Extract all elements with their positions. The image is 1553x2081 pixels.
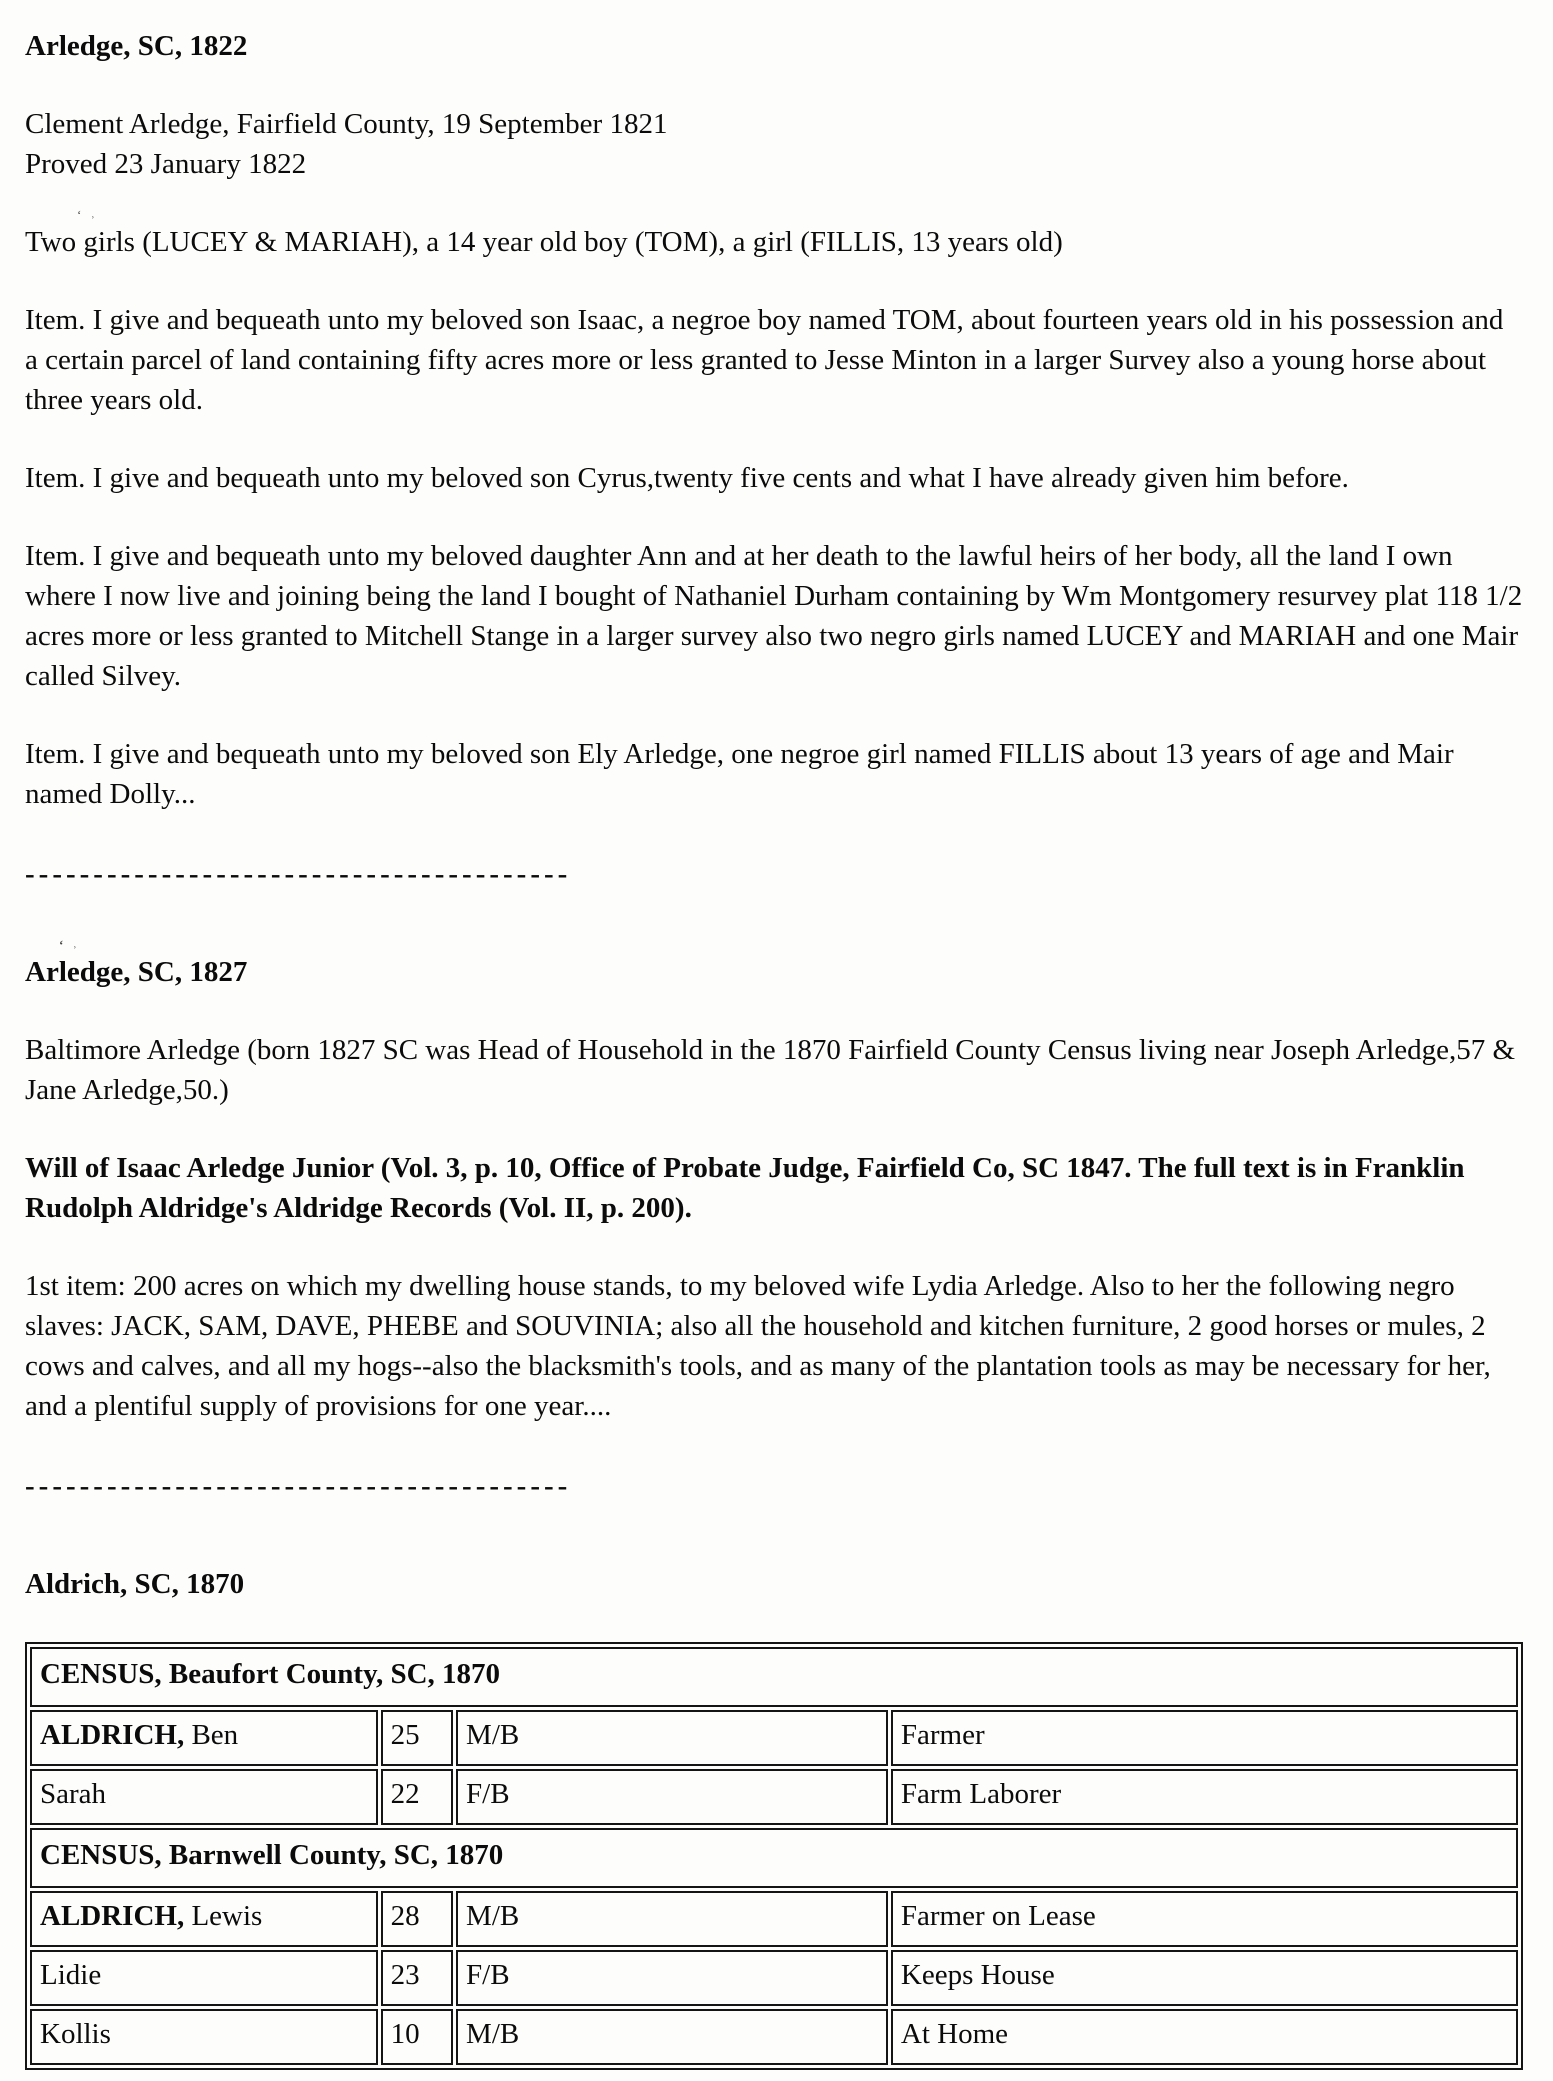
census-given-name: Sarah: [40, 1778, 107, 1810]
census-person-row: [30, 1950, 1518, 2006]
will-item-cyrus: Item. I give and bequeath unto my beloved son Cyrus,twenty five cents and what I have already given him before.: [25, 462, 1349, 494]
dashed-separator: ----------------------------------------: [25, 1470, 572, 1502]
census-section-header: CENSUS, Beaufort County, SC, 1870: [30, 1647, 1518, 1707]
section-heading-text: Arledge, SC, 1827: [25, 956, 248, 988]
census-given-name: Ben: [184, 1719, 239, 1751]
census-surname: ALDRICH,: [40, 1719, 185, 1751]
census-section-row: [30, 1647, 1518, 1707]
census-occupation-cell: At Home: [891, 2009, 1518, 2065]
census-age-cell: 22: [381, 1769, 453, 1825]
section-heading-arledge-1827: [25, 937, 1523, 992]
census-name-cell: [30, 2009, 378, 2065]
census-age-cell: 28: [381, 1891, 453, 1947]
census-section-header: CENSUS, Barnwell County, SC, 1870: [30, 1828, 1518, 1888]
census-person-row: [30, 2009, 1518, 2065]
first-item-paragraph: 1st item: 200 acres on which my dwelling house stands, to my beloved wife Lydia Arledge. Also to her the following negro slaves: JACK, SAM, DAVE, PHEBE and SOUVINIA; also all the household and kitchen furniture, 2 good horses or mules, 2 cows and calves, and all my hogs--also the blacksmith's tools, and as many of the plantation tools as may be necessary for her, and a plentiful supply of provisions for one year....: [25, 1270, 1491, 1422]
census-sex-race-cell: M/B: [456, 2009, 888, 2065]
scan-artifact: ʻ ˒: [77, 207, 98, 222]
census-occupation-cell: Keeps House: [891, 1950, 1518, 2006]
census-table: [25, 1642, 1523, 2070]
probate-record-lines: [25, 104, 1523, 184]
clement-arledge-line: Clement Arledge, Fairfield County, 19 September 1821: [25, 108, 668, 140]
census-age-cell: 25: [381, 1710, 453, 1766]
census-sex-race-cell: F/B: [456, 1769, 888, 1825]
census-person-row: [30, 1710, 1518, 1766]
census-age-cell: 10: [381, 2009, 453, 2065]
will-of-isaac-citation: Will of Isaac Arledge Junior (Vol. 3, p. 10, Office of Probate Judge, Fairfield Co, SC 1847. The full text is in Franklin Rudolph Aldridge's Aldridge Records (Vol. II, p. 200).: [25, 1152, 1465, 1224]
census-name-cell: [30, 1950, 378, 2006]
census-name-cell: [30, 1710, 378, 1766]
baltimore-arledge-note: Baltimore Arledge (born 1827 SC was Head of Household in the 1870 Fairfield County Census living near Joseph Arledge,57 & Jane Arledge,50.): [25, 1034, 1516, 1106]
will-item-ann: Item. I give and bequeath unto my beloved daughter Ann and at her death to the lawful heirs of her body, all the land I own where I now live and joining being the land I bought of Nathaniel Durham containing by Wm Montgomery resurvey plat 118 1/2 acres more or less granted to Mitchell Stange in a larger survey also two negro girls named LUCEY and MARIAH and one Mair called Silvey.: [25, 540, 1523, 692]
census-occupation-cell: Farmer on Lease: [891, 1891, 1518, 1947]
census-sex-race-cell: M/B: [456, 1710, 888, 1766]
census-person-row: [30, 1891, 1518, 1947]
will-item-ely: Item. I give and bequeath unto my beloved son Ely Arledge, one negroe girl named FILLIS about 13 years of age and Mair named Dolly...: [25, 738, 1454, 810]
census-given-name: Lewis: [184, 1900, 263, 1932]
census-age-cell: 23: [381, 1950, 453, 2006]
dashed-separator: ----------------------------------------: [25, 858, 572, 890]
census-sex-race-cell: F/B: [456, 1950, 888, 2006]
census-surname: ALDRICH,: [40, 1900, 185, 1932]
census-occupation-cell: Farm Laborer: [891, 1769, 1518, 1825]
census-name-cell: [30, 1891, 378, 1947]
census-occupation-cell: Farmer: [891, 1710, 1518, 1766]
slaves-summary-text: Two girls (LUCEY & MARIAH), a 14 year old boy (TOM), a girl (FILLIS, 13 years old): [25, 226, 1063, 258]
slaves-summary-line: [25, 207, 1523, 262]
census-given-name: Kollis: [40, 2018, 111, 2050]
section-heading-aldrich-1870: Aldrich, SC, 1870: [25, 1568, 245, 1600]
census-name-cell: [30, 1769, 378, 1825]
will-item-isaac: Item. I give and bequeath unto my beloved son Isaac, a negroe boy named TOM, about fourteen years old in his possession and a certain parcel of land containing fifty acres more or less granted to Jesse Minton in a larger Survey also a young horse about three years old.: [25, 304, 1504, 416]
census-sex-race-cell: M/B: [456, 1891, 888, 1947]
proved-line: Proved 23 January 1822: [25, 148, 307, 180]
section-heading-arledge-1822: Arledge, SC, 1822: [25, 30, 248, 62]
census-person-row: [30, 1769, 1518, 1825]
census-given-name: Lidie: [40, 1959, 102, 1991]
census-section-row: [30, 1828, 1518, 1888]
scan-artifact: ʻ ˒: [59, 937, 80, 952]
